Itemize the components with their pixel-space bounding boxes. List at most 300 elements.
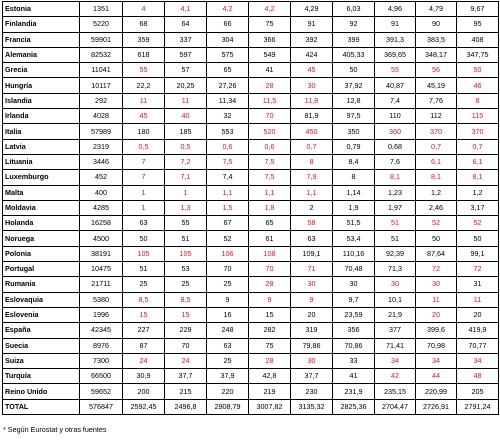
value-cell: 50 xyxy=(416,231,457,246)
country-cell: Moldavia xyxy=(3,200,80,215)
table-row xyxy=(3,231,499,246)
value-cell: 50 xyxy=(457,231,499,246)
value-cell: 3446 xyxy=(80,154,123,169)
table-row xyxy=(3,124,499,139)
value-cell: 45 xyxy=(123,109,165,124)
country-cell: Latvia xyxy=(3,139,80,154)
value-cell: 16258 xyxy=(80,216,123,231)
value-cell: 72 xyxy=(457,262,499,277)
country-cell: Luxemburgo xyxy=(3,170,80,185)
value-cell: 348,17 xyxy=(416,47,457,62)
value-cell: 391,3 xyxy=(375,32,416,47)
value-cell: 0,5 xyxy=(123,139,165,154)
country-cell: Suecia xyxy=(3,338,80,353)
value-cell: 50 xyxy=(457,63,499,78)
value-cell: 30 xyxy=(291,353,333,368)
country-cell: Portugal xyxy=(3,262,80,277)
value-cell: 32 xyxy=(207,109,249,124)
table-row xyxy=(3,307,499,322)
value-cell: 30 xyxy=(333,277,375,292)
value-cell: 180 xyxy=(123,124,165,139)
value-cell: 1 xyxy=(123,200,165,215)
value-cell: 1,5 xyxy=(207,200,249,215)
value-cell: 392 xyxy=(291,32,333,47)
value-cell: 34 xyxy=(375,353,416,368)
value-cell: 7,9 xyxy=(291,170,333,185)
country-cell: Eslovenia xyxy=(3,307,80,322)
value-cell: 1996 xyxy=(80,307,123,322)
value-cell: 11 xyxy=(123,93,165,108)
value-cell: 50 xyxy=(333,63,375,78)
value-cell: 1,23 xyxy=(375,185,416,200)
value-cell: 220,99 xyxy=(416,384,457,399)
value-cell: 6,1 xyxy=(457,154,499,169)
footnote: * Según Eurostat y otras fuentes xyxy=(3,425,107,434)
value-cell: 25 xyxy=(207,277,249,292)
value-cell: 37,7 xyxy=(165,369,207,384)
total-value-cell: 2726,91 xyxy=(416,399,457,414)
value-cell: 356 xyxy=(333,323,375,338)
value-cell: 1,1 xyxy=(249,185,291,200)
value-cell: 205 xyxy=(457,384,499,399)
value-cell: 55 xyxy=(165,216,207,231)
value-cell: 8,1 xyxy=(416,170,457,185)
value-cell: 57989 xyxy=(80,124,123,139)
value-cell: 1,1 xyxy=(291,185,333,200)
value-cell: 383,5 xyxy=(416,32,457,47)
value-cell: 99,1 xyxy=(457,246,499,261)
table-row xyxy=(3,185,499,200)
value-cell: 42345 xyxy=(80,323,123,338)
value-cell: 6,03 xyxy=(333,2,375,17)
value-cell: 1,9 xyxy=(333,200,375,215)
value-cell: 6,1 xyxy=(416,154,457,169)
value-cell: 9 xyxy=(207,292,249,307)
value-cell: 63 xyxy=(207,338,249,353)
value-cell: 38191 xyxy=(80,246,123,261)
value-cell: 1351 xyxy=(80,2,123,17)
table-row xyxy=(3,32,499,47)
value-cell: 70 xyxy=(207,262,249,277)
value-cell: 42,8 xyxy=(249,369,291,384)
value-cell: 24 xyxy=(165,353,207,368)
value-cell: 51 xyxy=(123,262,165,277)
value-cell: 30 xyxy=(375,277,416,292)
value-cell: 110,16 xyxy=(333,246,375,261)
value-cell: 2319 xyxy=(80,139,123,154)
value-cell: 25 xyxy=(207,353,249,368)
value-cell: 219 xyxy=(249,384,291,399)
value-cell: 7,6 xyxy=(375,154,416,169)
table-row xyxy=(3,262,499,277)
value-cell: 46 xyxy=(457,78,499,93)
value-cell: 4,1 xyxy=(165,2,207,17)
country-cell: Rumania xyxy=(3,277,80,292)
value-cell: 9,7 xyxy=(333,292,375,307)
value-cell: 65 xyxy=(249,216,291,231)
value-cell: 304 xyxy=(207,32,249,47)
value-cell: 7,1 xyxy=(165,170,207,185)
value-cell: 65 xyxy=(207,63,249,78)
value-cell: 30 xyxy=(416,277,457,292)
value-cell: 48 xyxy=(457,369,499,384)
table-row xyxy=(3,109,499,124)
value-cell: 10117 xyxy=(80,78,123,93)
value-cell: 66500 xyxy=(80,369,123,384)
table-row xyxy=(3,17,499,32)
value-cell: 75 xyxy=(249,17,291,32)
value-cell: 21711 xyxy=(80,277,123,292)
value-cell: 9,67 xyxy=(457,2,499,17)
value-cell: 11 xyxy=(165,93,207,108)
value-cell: 282 xyxy=(249,323,291,338)
value-cell: 400 xyxy=(80,185,123,200)
value-cell: 58 xyxy=(291,216,333,231)
value-cell: 9 xyxy=(249,292,291,307)
value-cell: 7,76 xyxy=(416,93,457,108)
value-cell: 360 xyxy=(375,124,416,139)
value-cell: 20 xyxy=(291,307,333,322)
value-cell: 399,6 xyxy=(416,323,457,338)
value-cell: 7,5 xyxy=(207,154,249,169)
value-cell: 1,8 xyxy=(249,200,291,215)
value-cell: 55 xyxy=(375,63,416,78)
value-cell: 350 xyxy=(333,124,375,139)
value-cell: 4500 xyxy=(80,231,123,246)
value-cell: 377 xyxy=(375,323,416,338)
value-cell: 41 xyxy=(249,63,291,78)
value-cell: 53 xyxy=(165,262,207,277)
country-cell: Reino Unido xyxy=(3,384,80,399)
country-cell: Alemania xyxy=(3,47,80,62)
value-cell: 97,5 xyxy=(333,109,375,124)
total-value-cell: 3135,32 xyxy=(291,399,333,414)
value-cell: 366 xyxy=(249,32,291,47)
value-cell: 71 xyxy=(291,262,333,277)
country-cell: Islandia xyxy=(3,93,80,108)
value-cell: 11,34 xyxy=(207,93,249,108)
country-cell: Eslovaquia xyxy=(3,292,80,307)
value-cell: 59652 xyxy=(80,384,123,399)
table-row xyxy=(3,2,499,17)
total-value-cell: 2791,24 xyxy=(457,399,499,414)
value-cell: 40 xyxy=(165,109,207,124)
value-cell: 0,7 xyxy=(457,139,499,154)
value-cell: 10,1 xyxy=(375,292,416,307)
value-cell: 45,19 xyxy=(416,78,457,93)
total-value-cell: 2825,36 xyxy=(333,399,375,414)
value-cell: 71,3 xyxy=(375,262,416,277)
value-cell: 0,7 xyxy=(291,139,333,154)
country-cell: Malta xyxy=(3,185,80,200)
value-cell: 51 xyxy=(375,231,416,246)
value-cell: 359 xyxy=(123,32,165,47)
value-cell: 5220 xyxy=(80,17,123,32)
value-cell: 15 xyxy=(165,307,207,322)
value-cell: 79,86 xyxy=(291,338,333,353)
table-row xyxy=(3,200,499,215)
value-cell: 1,2 xyxy=(457,185,499,200)
value-cell: 227 xyxy=(123,323,165,338)
value-cell: 61 xyxy=(249,231,291,246)
value-cell: 11 xyxy=(416,292,457,307)
value-cell: 11041 xyxy=(80,63,123,78)
table-row xyxy=(3,353,499,368)
country-cell: Turquía xyxy=(3,369,80,384)
value-cell: 0,68 xyxy=(375,139,416,154)
value-cell: 1,3 xyxy=(165,200,207,215)
value-cell: 31 xyxy=(457,277,499,292)
value-cell: 10475 xyxy=(80,262,123,277)
value-cell: 405,33 xyxy=(333,47,375,62)
table-row xyxy=(3,139,499,154)
total-value-cell: 576847 xyxy=(80,399,123,414)
value-cell: 230 xyxy=(291,384,333,399)
value-cell: 112 xyxy=(416,109,457,124)
value-cell: 11 xyxy=(457,292,499,307)
total-value-cell: 2592,45 xyxy=(123,399,165,414)
value-cell: 72 xyxy=(416,262,457,277)
value-cell: 110 xyxy=(375,109,416,124)
value-cell: 369,65 xyxy=(375,47,416,62)
value-cell: 37,7 xyxy=(291,369,333,384)
value-cell: 8,5 xyxy=(123,292,165,307)
table-row xyxy=(3,63,499,78)
table-row xyxy=(3,369,499,384)
value-cell: 0,79 xyxy=(333,139,375,154)
table-row xyxy=(3,323,499,338)
value-cell: 59901 xyxy=(80,32,123,47)
value-cell: 50 xyxy=(123,231,165,246)
value-cell: 4285 xyxy=(80,200,123,215)
value-cell: 92,39 xyxy=(375,246,416,261)
value-cell: 618 xyxy=(123,47,165,62)
value-cell: 575 xyxy=(207,47,249,62)
value-cell: 21,9 xyxy=(375,307,416,322)
value-cell: 105 xyxy=(165,246,207,261)
value-cell: 370 xyxy=(457,124,499,139)
country-cell: Francia xyxy=(3,32,80,47)
value-cell: 12,8 xyxy=(333,93,375,108)
value-cell: 51,5 xyxy=(333,216,375,231)
value-cell: 8 xyxy=(333,170,375,185)
value-cell: 63 xyxy=(123,216,165,231)
value-cell: 553 xyxy=(207,124,249,139)
value-cell: 8,1 xyxy=(457,170,499,185)
data-table xyxy=(2,1,499,415)
value-cell: 67 xyxy=(207,216,249,231)
value-cell: 92 xyxy=(333,17,375,32)
value-cell: 115 xyxy=(457,109,499,124)
value-cell: 41 xyxy=(333,369,375,384)
value-cell: 66 xyxy=(207,17,249,32)
country-cell: Irlanda xyxy=(3,109,80,124)
value-cell: 1 xyxy=(123,185,165,200)
value-cell: 1,1 xyxy=(207,185,249,200)
value-cell: 4,2 xyxy=(207,2,249,17)
value-cell: 91 xyxy=(375,17,416,32)
value-cell: 419,9 xyxy=(457,323,499,338)
value-cell: 3,17 xyxy=(457,200,499,215)
value-cell: 4,96 xyxy=(375,2,416,17)
table-row xyxy=(3,292,499,307)
value-cell: 0,7 xyxy=(416,139,457,154)
value-cell: 200 xyxy=(123,384,165,399)
value-cell: 24 xyxy=(123,353,165,368)
value-cell: 8 xyxy=(457,93,499,108)
value-cell: 11,8 xyxy=(291,93,333,108)
total-value-cell: 2496,8 xyxy=(165,399,207,414)
value-cell: 408 xyxy=(457,32,499,47)
country-cell: Finlandia xyxy=(3,17,80,32)
value-cell: 399 xyxy=(333,32,375,47)
value-cell: 20 xyxy=(457,307,499,322)
value-cell: 1 xyxy=(165,185,207,200)
value-cell: 8 xyxy=(291,154,333,169)
value-cell: 4,2 xyxy=(249,2,291,17)
value-cell: 0,5 xyxy=(165,139,207,154)
value-cell: 56 xyxy=(416,63,457,78)
value-cell: 7 xyxy=(123,170,165,185)
value-cell: 248 xyxy=(207,323,249,338)
value-cell: 70 xyxy=(249,262,291,277)
value-cell: 5380 xyxy=(80,292,123,307)
table-row xyxy=(3,78,499,93)
value-cell: 70 xyxy=(165,338,207,353)
value-cell: 7,5 xyxy=(249,154,291,169)
table-row xyxy=(3,216,499,231)
value-cell: 370 xyxy=(416,124,457,139)
country-cell: Italia xyxy=(3,124,80,139)
value-cell: 8976 xyxy=(80,338,123,353)
value-cell: 28 xyxy=(249,277,291,292)
value-cell: 9 xyxy=(291,292,333,307)
value-cell: 70,77 xyxy=(457,338,499,353)
total-value-cell: 2704,47 xyxy=(375,399,416,414)
value-cell: 520 xyxy=(249,124,291,139)
table-row xyxy=(3,93,499,108)
value-cell: 185 xyxy=(165,124,207,139)
value-cell: 70,86 xyxy=(333,338,375,353)
value-cell: 424 xyxy=(291,47,333,62)
value-cell: 37,92 xyxy=(333,78,375,93)
table-row xyxy=(3,47,499,62)
value-cell: 0,6 xyxy=(207,139,249,154)
value-cell: 87,64 xyxy=(416,246,457,261)
value-cell: 70,48 xyxy=(333,262,375,277)
value-cell: 15 xyxy=(123,307,165,322)
value-cell: 549 xyxy=(249,47,291,62)
value-cell: 4028 xyxy=(80,109,123,124)
value-cell: 42 xyxy=(375,369,416,384)
table-row xyxy=(3,154,499,169)
value-cell: 231,9 xyxy=(333,384,375,399)
table-row xyxy=(3,246,499,261)
value-cell: 51 xyxy=(165,231,207,246)
value-cell: 1,2 xyxy=(416,185,457,200)
country-cell: Polonia xyxy=(3,246,80,261)
value-cell: 106 xyxy=(207,246,249,261)
value-cell: 27,26 xyxy=(207,78,249,93)
value-cell: 7300 xyxy=(80,353,123,368)
value-cell: 105 xyxy=(123,246,165,261)
value-cell: 347,75 xyxy=(457,47,499,62)
table-row xyxy=(3,170,499,185)
value-cell: 11,5 xyxy=(249,93,291,108)
value-cell: 229 xyxy=(165,323,207,338)
total-value-cell: 2908,79 xyxy=(207,399,249,414)
value-cell: 64 xyxy=(165,17,207,32)
value-cell: 40,87 xyxy=(375,78,416,93)
value-cell: 30 xyxy=(291,78,333,93)
value-cell: 34 xyxy=(416,353,457,368)
value-cell: 7,4 xyxy=(207,170,249,185)
country-cell: Estonia xyxy=(3,2,80,17)
value-cell: 30 xyxy=(291,277,333,292)
value-cell: 71,41 xyxy=(375,338,416,353)
value-cell: 8,5 xyxy=(165,292,207,307)
value-cell: 90 xyxy=(416,17,457,32)
country-cell: Suiza xyxy=(3,353,80,368)
country-cell: Hungría xyxy=(3,78,80,93)
value-cell: 7,4 xyxy=(375,93,416,108)
value-cell: 33 xyxy=(333,353,375,368)
value-cell: 337 xyxy=(165,32,207,47)
value-cell: 4,29 xyxy=(291,2,333,17)
value-cell: 28 xyxy=(249,78,291,93)
value-cell: 52 xyxy=(207,231,249,246)
value-cell: 8,1 xyxy=(375,170,416,185)
value-cell: 23,59 xyxy=(333,307,375,322)
value-cell: 2,46 xyxy=(416,200,457,215)
value-cell: 70,98 xyxy=(416,338,457,353)
value-cell: 7,2 xyxy=(165,154,207,169)
table-row xyxy=(3,384,499,399)
total-value-cell: 3007,82 xyxy=(249,399,291,414)
value-cell: 109,1 xyxy=(291,246,333,261)
total-label: TOTAL xyxy=(3,399,80,414)
value-cell: 15 xyxy=(249,307,291,322)
value-cell: 30,9 xyxy=(123,369,165,384)
value-cell: 235,15 xyxy=(375,384,416,399)
value-cell: 1,97 xyxy=(375,200,416,215)
value-cell: 450 xyxy=(291,124,333,139)
value-cell: 7 xyxy=(123,154,165,169)
value-cell: 20,25 xyxy=(165,78,207,93)
value-cell: 25 xyxy=(165,277,207,292)
value-cell: 8,4 xyxy=(333,154,375,169)
value-cell: 220 xyxy=(207,384,249,399)
total-row xyxy=(3,399,499,414)
country-cell: Lituania xyxy=(3,154,80,169)
value-cell: 81,9 xyxy=(291,109,333,124)
value-cell: 63 xyxy=(291,231,333,246)
value-cell: 22,2 xyxy=(123,78,165,93)
value-cell: 20 xyxy=(416,307,457,322)
value-cell: 87 xyxy=(123,338,165,353)
country-cell: Holanda xyxy=(3,216,80,231)
value-cell: 597 xyxy=(165,47,207,62)
value-cell: 25 xyxy=(123,277,165,292)
value-cell: 52 xyxy=(416,216,457,231)
value-cell: 53,4 xyxy=(333,231,375,246)
value-cell: 16 xyxy=(207,307,249,322)
value-cell: 95 xyxy=(457,17,499,32)
value-cell: 55 xyxy=(123,63,165,78)
value-cell: 292 xyxy=(80,93,123,108)
value-cell: 4 xyxy=(123,2,165,17)
value-cell: 45 xyxy=(291,63,333,78)
